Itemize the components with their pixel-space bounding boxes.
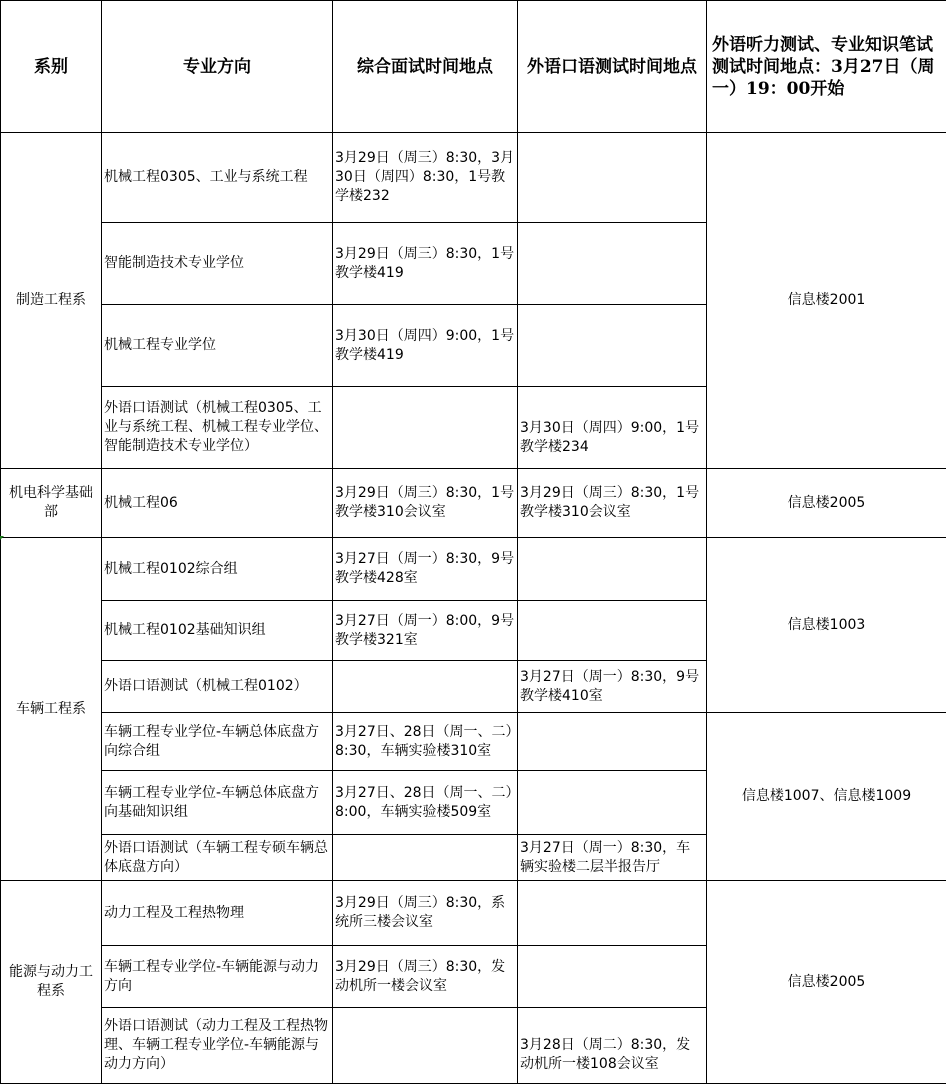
interview-cell [333,835,518,881]
major-cell: 车辆工程专业学位-车辆总体底盘方向基础知识组 [102,771,333,835]
header-department: 系别 [1,1,102,133]
oral-test-cell [518,771,707,835]
major-cell: 外语口语测试（车辆工程专硕车辆总体底盘方向） [102,835,333,881]
department-cell: 能源与动力工程系 [1,881,102,1084]
oral-test-cell [518,881,707,946]
header-interview: 综合面试时间地点 [333,1,518,133]
oral-test-cell: 3月29日（周三）8:30，1号教学楼310会议室 [518,469,707,538]
oral-test-cell [518,601,707,661]
table-row [1,713,946,771]
major-cell: 机械工程06 [102,469,333,538]
interview-cell: 3月27日、28日（周一、二）8:00，车辆实验楼509室 [333,771,518,835]
interview-cell: 3月27日（周一）8:30，9号教学楼428室 [333,538,518,601]
oral-test-cell [518,223,707,305]
department-cell: 制造工程系 [1,133,102,469]
department-cell: 机电科学基础部 [1,469,102,538]
oral-test-cell [518,946,707,1008]
major-cell: 车辆工程专业学位-车辆总体底盘方向综合组 [102,713,333,771]
interview-cell [333,1008,518,1084]
table-row [1,881,946,946]
interview-cell: 3月29日（周三）8:30，发动机所一楼会议室 [333,946,518,1008]
major-cell: 车辆工程专业学位-车辆能源与动力方向 [102,946,333,1008]
oral-test-cell: 3月30日（周四）9:00，1号教学楼234 [518,387,707,469]
interview-cell: 3月29日（周三）8:30，3月30日（周四）8:30，1号教学楼232 [333,133,518,223]
header-row [1,1,946,133]
major-cell: 动力工程及工程热物理 [102,881,333,946]
oral-test-cell [518,133,707,223]
interview-cell: 3月30日（周四）9:00，1号教学楼419 [333,305,518,387]
interview-cell: 3月27日（周一）8:00，9号教学楼321室 [333,601,518,661]
table-row [1,133,946,223]
interview-cell: 3月29日（周三）8:30，1号教学楼419 [333,223,518,305]
written-test-cell: 信息楼1007、信息楼1009 [707,713,946,881]
oral-test-cell: 3月27日（周一）8:30，9号教学楼410室 [518,661,707,713]
written-test-cell: 信息楼2005 [707,881,946,1084]
cell-corner-marker [0,536,4,540]
interview-cell: 3月27日、28日（周一、二）8:30，车辆实验楼310室 [333,713,518,771]
major-cell: 机械工程0102基础知识组 [102,601,333,661]
oral-test-cell: 3月28日（周二）8:30，发动机所一楼108会议室 [518,1008,707,1084]
interview-cell [333,661,518,713]
oral-test-cell: 3月27日（周一）8:30，车辆实验楼二层半报告厅 [518,835,707,881]
major-cell: 机械工程0102综合组 [102,538,333,601]
header-major: 专业方向 [102,1,333,133]
written-test-cell: 信息楼2001 [707,133,946,469]
interview-cell [333,387,518,469]
major-cell: 外语口语测试（机械工程0305、工业与系统工程、机械工程专业学位、智能制造技术专业学位） [102,387,333,469]
written-test-cell: 信息楼1003 [707,538,946,713]
oral-test-cell [518,538,707,601]
interview-cell: 3月29日（周三）8:30，1号教学楼310会议室 [333,469,518,538]
oral-test-cell [518,305,707,387]
written-test-cell: 信息楼2005 [707,469,946,538]
table-row [1,469,946,538]
header-written-test: 外语听力测试、专业知识笔试测试时间地点：3月27日（周一）19：00开始 [707,1,946,133]
major-cell: 外语口语测试（机械工程0102） [102,661,333,713]
major-cell: 机械工程0305、工业与系统工程 [102,133,333,223]
table-row [1,538,946,601]
major-cell: 智能制造技术专业学位 [102,223,333,305]
major-cell: 外语口语测试（动力工程及工程热物理、车辆工程专业学位-车辆能源与动力方向） [102,1008,333,1084]
header-oral-test: 外语口语测试时间地点 [518,1,707,133]
major-cell: 机械工程专业学位 [102,305,333,387]
department-cell: 车辆工程系 [1,538,102,881]
oral-test-cell [518,713,707,771]
interview-cell: 3月29日（周三）8:30，系统所三楼会议室 [333,881,518,946]
